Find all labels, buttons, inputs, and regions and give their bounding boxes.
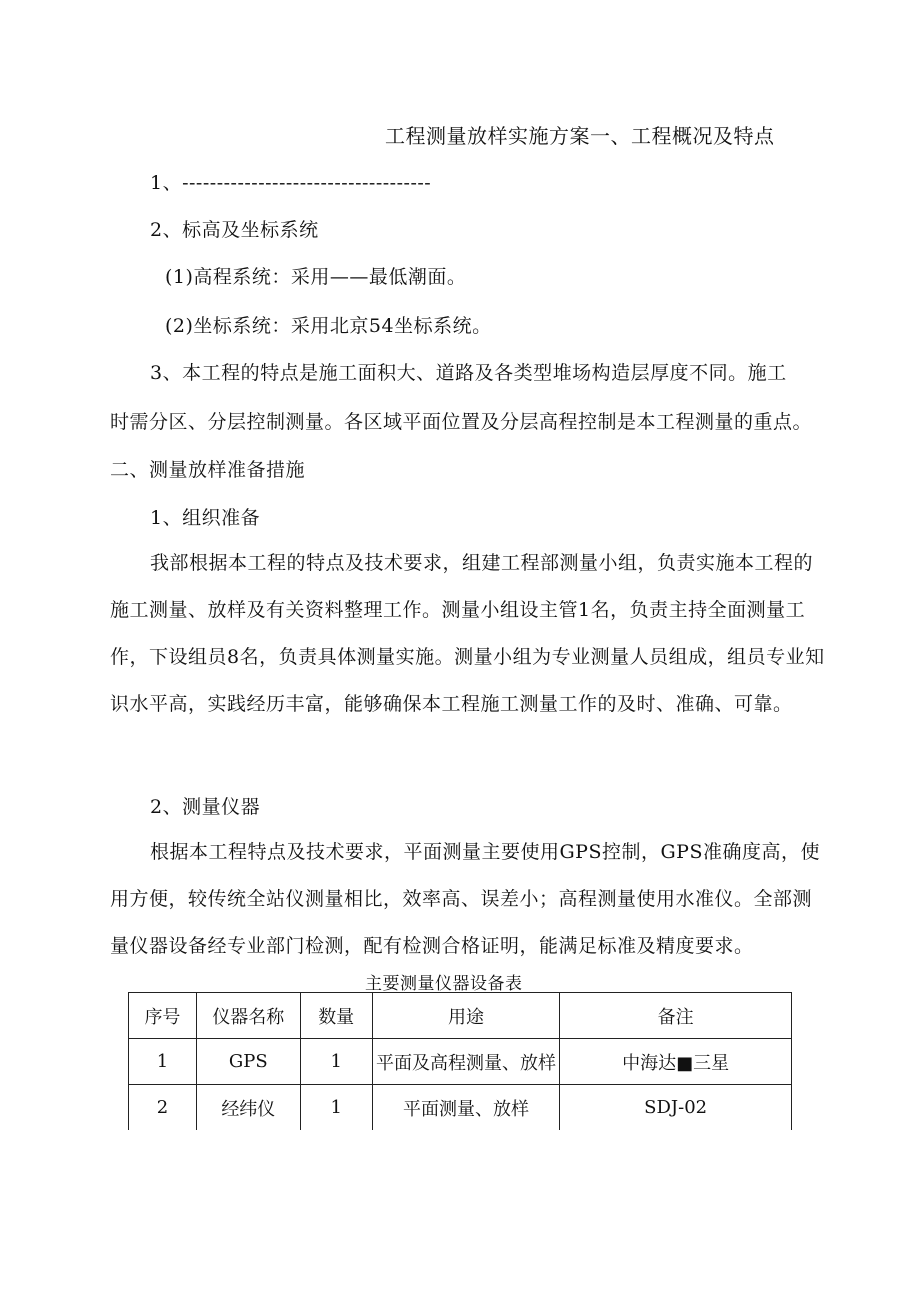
header-cell: 序号 [129, 993, 197, 1039]
header-cell: 仪器名称 [196, 993, 300, 1039]
header-cell: 用途 [372, 993, 560, 1039]
item-3-line-b: 时需分区、分层控制测量。各区域平面位置及分层高程控制是本工程测量的重点。 [110, 411, 813, 433]
section-2-heading: 二、测量放样准备措施 [110, 459, 306, 481]
table-caption: 主要测量仪器设备表 [365, 974, 523, 994]
coordinate-system-line: (2)坐标系统：采用北京54坐标系统。 [165, 315, 492, 337]
table-header-row [129, 993, 792, 1039]
item-3-line-a: 3、本工程的特点是施工面积大、道路及各类型堆场构造层厚度不同。施工 [150, 362, 787, 384]
equipment-table [128, 992, 792, 1130]
organization-paragraph: 我部根据本工程的特点及技术要求，组建工程部测量小组，负责实施本工程的施工测量、放样及有关资料整理工作。测量小组设主管1名，负责主持全面测量工作，下设组员8名，负责具体测量实施。测量小组为专业测量人员组成，组员专业知识水平高，实践经历丰富，能够确保本工程施工测量工作的及时、准确、可靠。 [110, 552, 825, 715]
item-2-heading: 2、标高及坐标系统 [150, 219, 319, 241]
document-title: 工程测量放样实施方案一、工程概况及特点 [385, 124, 775, 148]
header-cell: 数量 [300, 993, 372, 1039]
organization-heading: 1、组织准备 [150, 507, 261, 529]
table-row [129, 1039, 792, 1085]
table-cell: 中海达■三星 [560, 1039, 792, 1085]
item-1-line: 1、------------------------------------ [150, 172, 432, 194]
table-cell: 平面测量、放样 [372, 1085, 560, 1131]
instrument-heading: 2、测量仪器 [150, 796, 261, 818]
table-cell: SDJ-02 [560, 1085, 792, 1131]
table-cell: 平面及高程测量、放样 [372, 1039, 560, 1085]
table-cell: GPS [196, 1039, 300, 1085]
table-cell: 1 [300, 1039, 372, 1085]
table-cell: 1 [300, 1085, 372, 1131]
table-row [129, 1085, 792, 1131]
table-cell: 2 [129, 1085, 197, 1131]
table-cell: 1 [129, 1039, 197, 1085]
elevation-system-line: (1)高程系统：采用——最低潮面。 [165, 266, 467, 288]
table-cell: 经纬仪 [196, 1085, 300, 1131]
header-cell: 备注 [560, 993, 792, 1039]
instrument-paragraph: 根据本工程特点及技术要求，平面测量主要使用GPS控制，GPS准确度高，使用方便，较传统全站仪测量相比，效率高、误差小；高程测量使用水准仪。全部测量仪器设备经专业部门检测，配有检测合格证明，能满足标准及精度要求。 [110, 841, 820, 957]
